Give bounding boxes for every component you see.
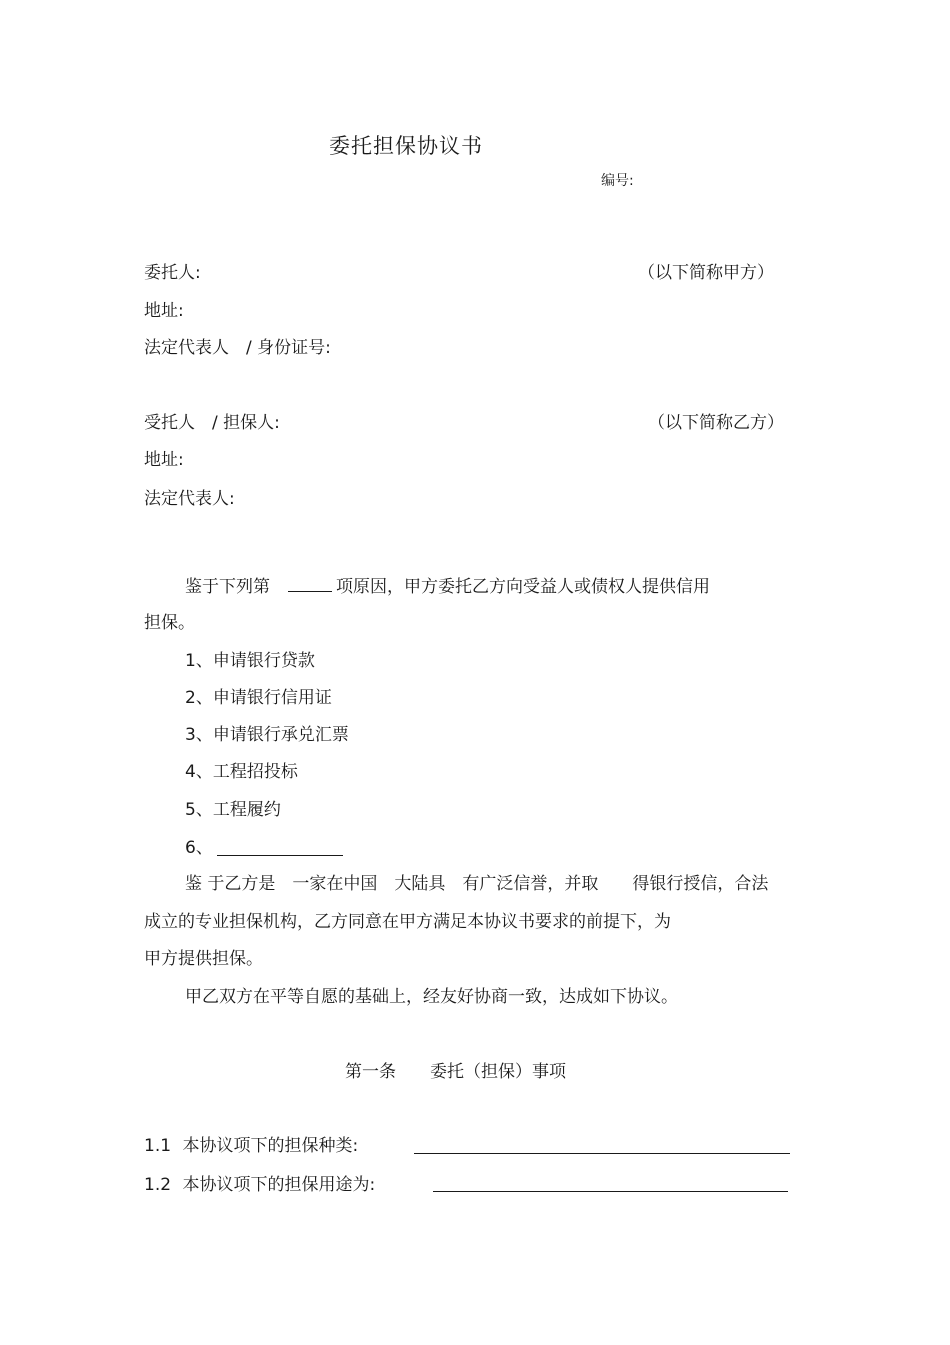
item-text: 本协议项下的担保用途为: [182,1175,376,1195]
item-text: 本协议项下的担保种类: [182,1136,359,1156]
reason-item-2: 2、申请银行信用证 [185,688,332,708]
item-number: 1.2 [144,1175,172,1195]
document-number-label: 编号: [601,173,634,189]
whereas-2-line-2: 成立的专业担保机构，乙方同意在甲方满足本协议书要求的前提下，为 [144,912,671,932]
reason-item-6: 6、 [185,838,213,858]
reason-item-4: 4、工程招投标 [185,762,298,782]
reason-number-blank [288,575,332,592]
reason-item-1: 1、申请银行贷款 [185,651,315,671]
article-1-item-2 [144,1175,375,1195]
party-b-rep-label: 法定代表人: [144,489,235,509]
party-b-address-label: 地址: [144,450,184,470]
party-a-address-label: 地址: [144,301,184,321]
whereas-1-after: 项原因，甲方委托乙方向受益人或债权人提供信用 [336,577,710,597]
reason-item-5: 5、工程履约 [185,800,281,820]
item-number: 1.1 [144,1136,172,1156]
guarantee-purpose-blank-line [433,1191,788,1192]
whereas-1-line-1 [185,575,710,597]
whereas-1-line-2: 担保。 [144,613,195,633]
article-1-item-1 [144,1136,358,1156]
guarantee-type-blank-line [414,1153,790,1154]
party-a-alias: （以下简称甲方） [638,263,774,283]
reason-6-blank-line [217,855,343,856]
agreement-statement: 甲乙双方在平等自愿的基础上，经友好协商一致，达成如下协议。 [185,987,678,1007]
whereas-1-before: 鉴于下列第 [185,577,270,597]
whereas-2-line-1: 鉴 于乙方是 一家在中国 大陆具 有广泛信誉，并取 得银行授信，合法 [185,874,769,894]
whereas-2-line-3: 甲方提供担保。 [144,949,263,969]
article-1-heading: 第一条 委托（担保）事项 [345,1062,566,1082]
document-title: 委托担保协议书 [329,134,483,158]
party-a-rep-label: 法定代表人 / 身份证号: [144,338,331,358]
party-b-name-label: 受托人 / 担保人: [144,413,280,433]
party-a-name-label: 委托人: [144,263,201,283]
reason-item-3: 3、申请银行承兑汇票 [185,725,349,745]
party-b-alias: （以下简称乙方） [648,413,784,433]
